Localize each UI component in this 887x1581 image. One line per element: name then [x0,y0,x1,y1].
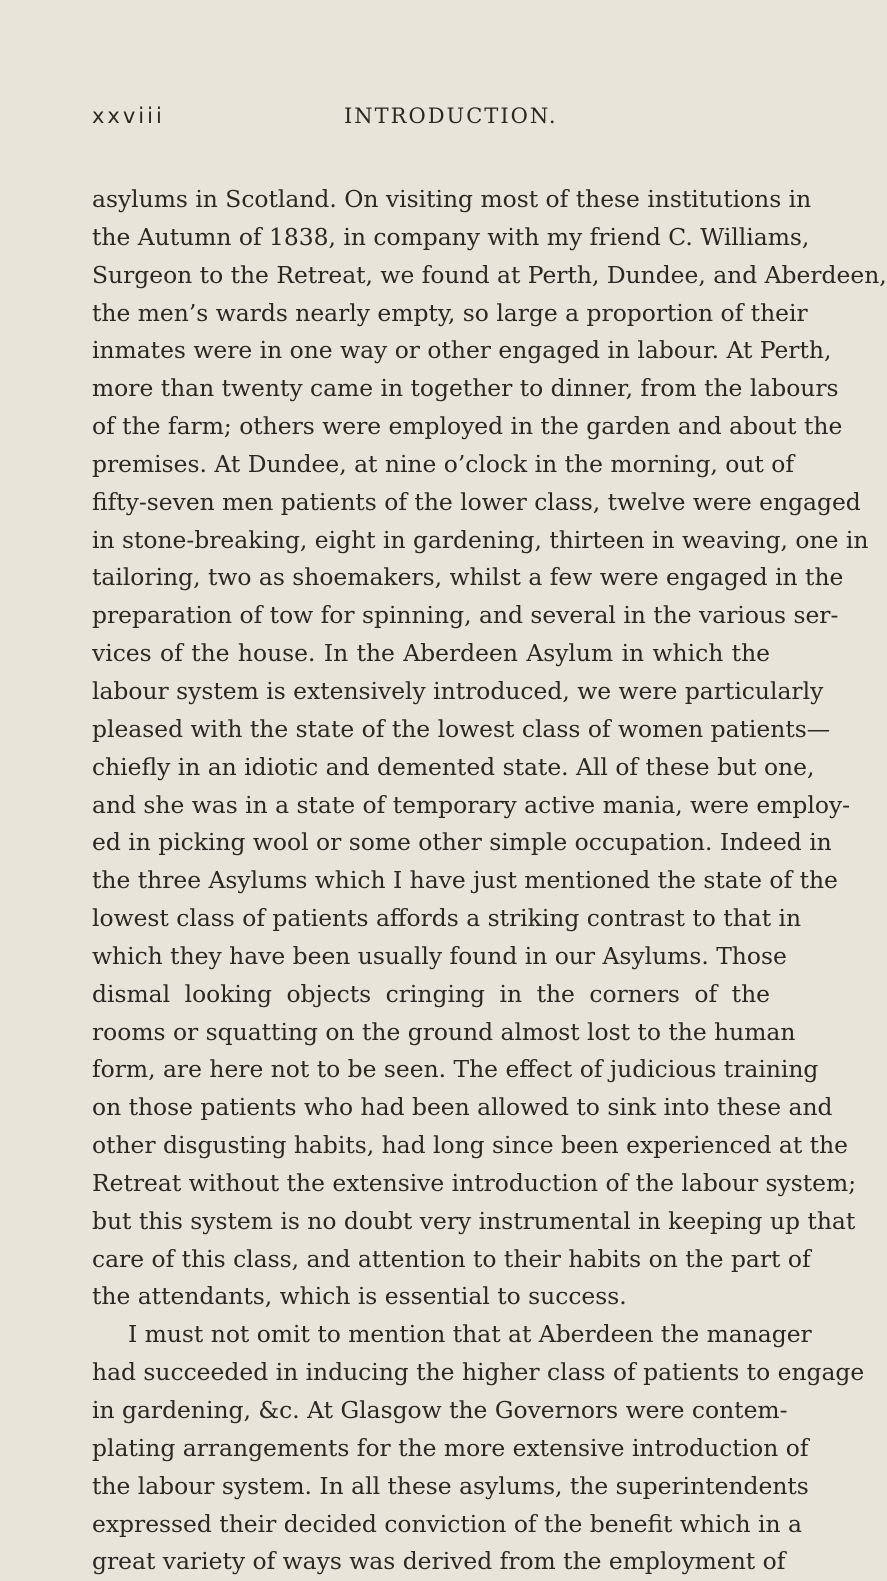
text-line: expressed their decided conviction of the benefit which in a [92,1509,802,1538]
text-line: pleased with the state of the lowest class of women patients— [92,714,831,743]
text-line: had succeeded in inducing the higher class of patients to engage [92,1358,865,1387]
text-line: chiefly in an idiotic and demented state. All of these but one, [92,752,815,781]
text-line: more than twenty came in together to dinner, from the labours [92,374,839,403]
text-line: in gardening, &c. At Glasgow the Governors were contem- [92,1396,788,1424]
text-line: premises. At Dundee, at nine o’clock in the morning, out of [92,449,795,478]
text-line: plating arrangements for the more extensive introduction of [92,1433,809,1462]
text-line: inmates were in one way or other engaged in labour. At Perth, [92,336,832,365]
text-line: form, are here not to be seen. The effect of judicious training [92,1055,819,1084]
text-line: other disgusting habits, had long since been experienced at the [92,1131,848,1160]
text-line: vices of the house. In the Aberdeen Asylum in which the [92,639,770,668]
text-line: which they have been usually found in our Asylums. Those [92,941,787,970]
text-line: the men’s wards nearly empty, so large a proportion of their [92,298,808,327]
text-line: tailoring, two as shoemakers, whilst a few were engaged in the [92,563,844,592]
running-title: INTRODUCTION. [344,104,558,128]
text-line: rooms or squatting on the ground almost lost to the human [92,1017,796,1046]
text-line: the attendants, which is essential to success. [92,1282,627,1311]
page-number: xxviii [92,104,165,128]
paragraph-1 [92,181,887,1316]
text-line: but this system is no doubt very instrumental in keeping up that [92,1206,856,1235]
paragraph-2 [92,1316,865,1581]
text-line: and she was in a state of temporary active mania, were employ- [92,790,851,819]
text-line: I must not omit to mention that at Aberdeen the manager [128,1320,812,1349]
text-line: Surgeon to the Retreat, we found at Perth, Dundee, and Aberdeen, [92,260,887,289]
text-line: in stone-breaking, eight in gardening, thirteen in weaving, one in [92,525,869,554]
text-line: the three Asylums which I have just mentioned the state of the [92,866,838,895]
text-line: the labour system. In all these asylums, the superintendents [92,1471,809,1500]
text-line: great variety of ways was derived from the employment of [92,1547,786,1576]
text-line: Retreat without the extensive introduction of the labour system; [92,1168,857,1197]
text-line: ed in picking wool or some other simple occupation. Indeed in [92,828,832,857]
text-line: asylums in Scotland. On visiting most of these institutions in [92,185,812,213]
text-line: lowest class of patients affords a striking contrast to that in [92,904,802,933]
text-line: of the farm; others were employed in the garden and about the [92,412,843,441]
body-text [92,181,887,1581]
text-line: fifty-seven men patients of the lower class, twelve were engaged [92,487,861,516]
text-line: on those patients who had been allowed to sink into these and [92,1093,833,1122]
running-head [92,104,760,138]
text-line: care of this class, and attention to their habits on the part of [92,1244,811,1273]
text-line: dismal looking objects cringing in the corners of the [92,979,770,1008]
text-line: preparation of tow for spinning, and several in the various ser- [92,601,839,630]
text-line: the Autumn of 1838, in company with my friend C. Williams, [92,222,810,251]
text-line: labour system is extensively introduced, we were particularly [92,676,824,705]
